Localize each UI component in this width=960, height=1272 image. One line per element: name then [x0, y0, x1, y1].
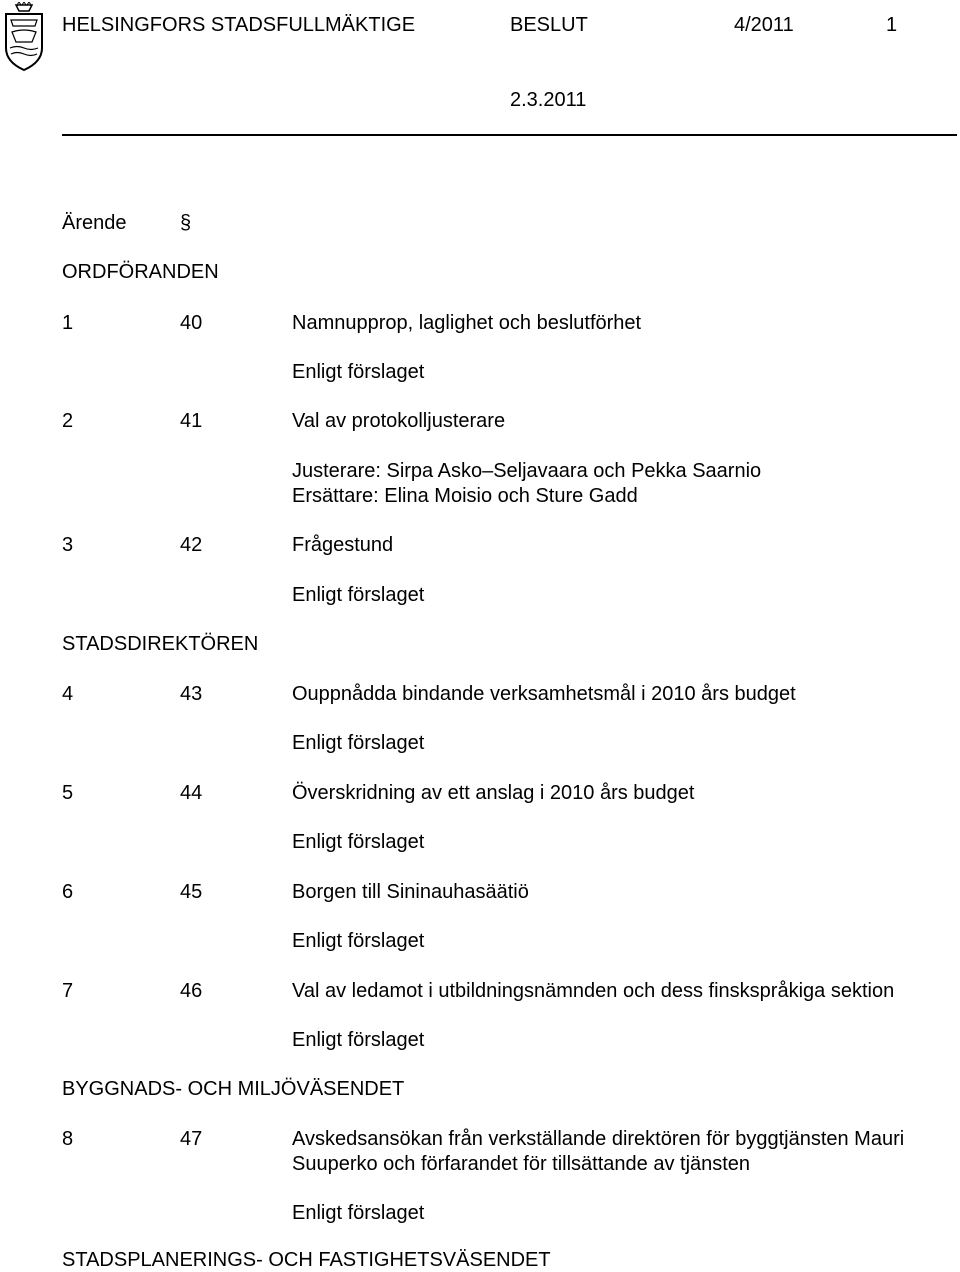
helsinki-crest-logo [2, 2, 46, 72]
section-heading: STADSDIREKTÖREN [62, 633, 259, 655]
item-decision: Enligt förslaget [292, 930, 425, 952]
item-number: 5 [62, 782, 74, 804]
item-decision-line: Justerare: Sirpa Asko–Seljavaara och Pekka Saarnio [292, 460, 762, 482]
item-number: 6 [62, 881, 74, 903]
item-title: Frågestund [292, 534, 394, 556]
item-title-line: Suuperko och förfarandet för tillsättande av tjänsten [292, 1153, 751, 1175]
item-number: 2 [62, 410, 74, 432]
item-number: 4 [62, 683, 74, 705]
item-number: 7 [62, 980, 74, 1002]
item-decision: Enligt förslaget [292, 584, 425, 606]
item-title: Ouppnådda bindande verksamhetsmål i 2010 års budget [292, 683, 796, 705]
section-number: 40 [180, 312, 203, 334]
section-number: 44 [180, 782, 203, 804]
item-title: Namnupprop, laglighet och beslutförhet [292, 312, 642, 334]
item-title: Val av ledamot i utbildningsnämnden och dess finskspråkiga sektion [292, 980, 895, 1002]
item-title: Överskridning av ett anslag i 2010 års budget [292, 782, 695, 804]
meeting-date: 2.3.2011 [510, 89, 587, 111]
item-title: Borgen till Sininauhasäätiö [292, 881, 529, 903]
item-decision-line: Ersättare: Elina Moisio och Sture Gadd [292, 485, 638, 507]
section-heading: BYGGNADS- OCH MILJÖVÄSENDET [62, 1078, 405, 1100]
item-number: 3 [62, 534, 74, 556]
section-number: 47 [180, 1128, 203, 1150]
section-number: 45 [180, 881, 203, 903]
item-decision: Enligt förslaget [292, 1202, 425, 1224]
header-rule [62, 134, 957, 136]
column-heading-section: § [180, 212, 192, 234]
page-number: 1 [886, 14, 898, 36]
item-decision: Enligt förslaget [292, 361, 425, 383]
item-title: Val av protokolljusterare [292, 410, 506, 432]
section-number: 43 [180, 683, 203, 705]
section-heading: ORDFÖRANDEN [62, 261, 219, 283]
item-decision: Enligt förslaget [292, 732, 425, 754]
section-number: 41 [180, 410, 203, 432]
item-number: 8 [62, 1128, 74, 1150]
section-number: 42 [180, 534, 203, 556]
section-number: 46 [180, 980, 203, 1002]
document-type: BESLUT [510, 14, 588, 36]
item-decision: Enligt förslaget [292, 831, 425, 853]
item-decision: Enligt förslaget [292, 1029, 425, 1051]
section-heading: STADSPLANERINGS- OCH FASTIGHETSVÄSENDET [62, 1249, 551, 1271]
document-number: 4/2011 [734, 14, 794, 36]
item-title-line: Avskedsansökan från verkställande direktören för byggtjänsten Mauri [292, 1128, 905, 1150]
column-heading-arende: Ärende [62, 212, 127, 234]
item-number: 1 [62, 312, 74, 334]
organization-name: HELSINGFORS STADSFULLMÄKTIGE [62, 14, 416, 36]
